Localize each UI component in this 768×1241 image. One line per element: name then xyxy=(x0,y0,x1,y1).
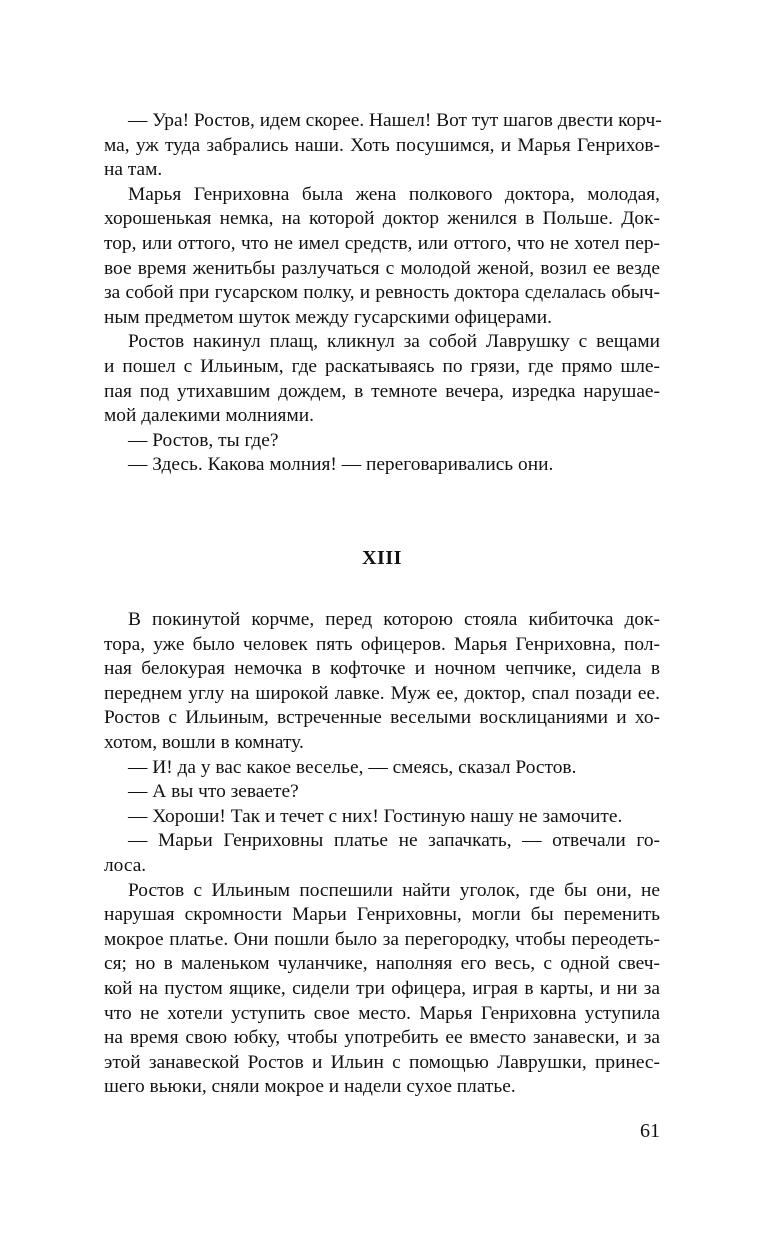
paragraph xyxy=(104,109,660,183)
text-line: мокрое платье. Они пошли было за перегородку, чтобы переодеть- xyxy=(104,928,660,950)
text-line: — Хороши! Так и течет с них! Гостиную нашу не замочите. xyxy=(128,805,623,827)
paragraph xyxy=(104,429,660,454)
text-block-top xyxy=(104,109,660,478)
text-line: — Ростов, ты где? xyxy=(128,429,279,451)
text-line: пая под утихавшим дождем, в темноте вечера, изредка нарушае- xyxy=(104,380,660,402)
text-line: — А вы что зеваете? xyxy=(128,781,299,803)
text-line: Ростов с Ильиным, встреченные веселыми восклицаниями и хо- xyxy=(104,707,660,729)
page-number: 61 xyxy=(640,1120,660,1142)
text-line: мой далекими молниями. xyxy=(104,405,314,427)
text-line: тора, уже было человек пять офицеров. Марья Генриховна, пол- xyxy=(104,633,660,655)
text-block-bottom xyxy=(104,608,660,1100)
chapter-heading: XIII xyxy=(362,547,402,569)
text-line: хорошенькая немка, на которой доктор женился в Польше. Док- xyxy=(104,208,660,230)
paragraph xyxy=(104,780,660,805)
text-line: переднем углу на широкой лавке. Муж ее, доктор, спал позади ее. xyxy=(104,682,660,704)
text-line: за собой при гусарском полку, и ревность доктора сделалась обыч- xyxy=(104,282,660,304)
text-line: — Здесь. Какова молния! — переговаривались они. xyxy=(128,454,554,476)
text-line: что не хотели уступить свое место. Марья Генриховна уступила xyxy=(104,1002,660,1024)
paragraph xyxy=(104,453,660,478)
text-line: — Ура! Ростов, идем скорее. Нашел! Вот тут шагов двести корч- xyxy=(128,110,662,131)
text-line: Ростов с Ильиным поспешили найти уголок, где бы они, не xyxy=(128,879,660,901)
text-line: Марья Генриховна была жена полкового доктора, молодая, xyxy=(128,183,660,205)
text-line: ная белокурая немочка в кофточке и ночном чепчике, сидела в xyxy=(104,658,660,680)
text-line: ся; но в маленьком чуланчике, наполняя его весь, с одной свеч- xyxy=(104,953,660,975)
text-line: шего вьюки, сняли мокрое и надели сухое платье. xyxy=(104,1076,516,1098)
paragraph xyxy=(104,608,660,756)
text-line: нарушая скромности Марьи Генриховны, могли бы переменить xyxy=(104,904,660,926)
text-line: хотом, вошли в комнату. xyxy=(104,731,304,753)
text-line: кой на пустом ящике, сидели три офицера, играя в карты, и ни за xyxy=(104,977,660,999)
text-line: тор, или оттого, что не имел средств, или оттого, что не хотел пер- xyxy=(104,232,660,254)
text-line: вое время женитьбы разлучаться с молодой женой, возил ее везде xyxy=(104,257,660,279)
text-line: — Марьи Генриховны платье не запачкать, — отвечали го- xyxy=(128,830,660,852)
paragraph xyxy=(104,805,660,830)
text-line: на время свою юбку, чтобы употребить ее вместо занавески, и за xyxy=(104,1027,660,1049)
text-line: Ростов накинул плащ, кликнул за собой Лаврушку с вещами xyxy=(128,331,660,353)
text-line: ным предметом шуток между гусарскими офицерами. xyxy=(104,306,552,328)
text-line: на там. xyxy=(104,159,163,181)
text-line: ма, уж туда забрались наши. Хоть посушимся, и Марья Генрихов- xyxy=(104,134,660,156)
paragraph xyxy=(104,183,660,331)
paragraph xyxy=(104,829,660,878)
text-line: В покинутой корчме, перед которою стояла кибиточка док- xyxy=(128,609,660,630)
text-line: — И! да у вас какое веселье, — смеясь, сказал Ростов. xyxy=(128,756,577,778)
text-line: лоса. xyxy=(104,854,147,876)
paragraph xyxy=(104,879,660,1100)
text-line: этой занавеской Ростов и Ильин с помощью Лаврушки, принес- xyxy=(104,1051,660,1073)
text-line: и пошел с Ильиным, где раскатываясь по грязи, где прямо шле- xyxy=(104,355,660,377)
paragraph xyxy=(104,756,660,781)
paragraph xyxy=(104,330,660,428)
